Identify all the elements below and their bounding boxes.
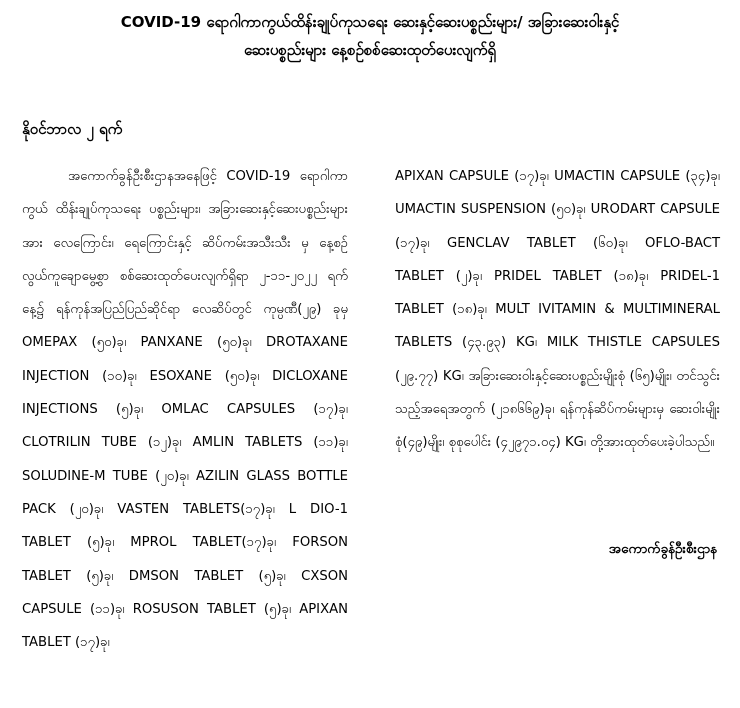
date-heading: နိုဝင်ဘာလ ၂ ရက် — [22, 120, 123, 138]
title-line-2: ဆေးပစ္စည်းများ နေ့စဉ်စစ်ဆေးထုတ်ပေးလျက်ရှိ — [243, 41, 497, 59]
document-title — [0, 8, 740, 64]
body-paragraph-right: APIXAN CAPSULE (၁၇)ခု၊ UMACTIN CAPSULE (၃၄)ခု၊ UMACTIN SUSPENSION (၅၀)ခု၊ URODART CAPSULE (၁၇)ခု၊ GENCLAV TABLET (၆၀)ခု၊ OFLO-BACT TABLET (၂)ခု၊ PRIDEL TABLET (၁၈)ခု၊ PRIDEL-1 TABLET (၁၈)ခု၊ MULT IVITAMIN & MULTIMINERAL TABLETS (၄၃.၉၃) KG၊ MILK THISTLE CAPSULES (၂၉.၇၇) KG၊ အခြားဆေးဝါးနှင့်ဆေးပစ္စည်းမျိုးစုံ (၆၅)မျိုး၊ တင်သွင်းသည့်အရေအတွက် (၂၁၈၆၆၉)ခု၊ ရန်ကုန်ဆိပ်ကမ်းများမှ ဆေးဝါးမျိုးစုံ(၄၉)မျိုး၊ စုစုပေါင်း (၄၂၉၇၁.၀၄) KG၊ တို့အားထုတ်ပေးခဲ့ပါသည်။ — [395, 169, 720, 451]
title-line-1: COVID-19 ရောဂါကာကွယ်ထိန်းချုပ်ကုသရေး ဆေးနှင့်ဆေးပစ္စည်းများ/ အခြားဆေးဝါးနှင့် — [120, 13, 620, 31]
right-column — [395, 160, 720, 460]
left-column — [22, 160, 348, 659]
signature: အကောက်ခွန်ဦးစီးဌာန — [608, 541, 717, 557]
body-paragraph-left: အကောက်ခွန်ဦးစီးဌာနအနေဖြင့် COVID-19 ရောဂါကာကွယ် ထိန်းချုပ်ကုသရေး ပစ္စည်းများ၊ အခြားဆေးနှင့်ဆေးပစ္စည်းများအား လေကြောင်း၊ ရေကြောင်းနှင့် ဆိပ်ကမ်းအသီးသီး မှ နေ့စဉ် လွယ်ကူချောမွေ့စွာ စစ်ဆေးထုတ်ပေးလျက်ရှိရာ ၂-၁၁-၂၀၂၂ ရက်နေ့၌ ရန်ကုန်အပြည်ပြည်ဆိုင်ရာ လေဆိပ်တွင် ကုမ္ပဏီ(၂၉) ခုမှ OMEPAX (၅၀)ခု၊ PANXANE (၅၀)ခု၊ DROTAXANE INJECTION (၁၀)ခု၊ ESOXANE (၅၀)ခု၊ DICLOXANE INJECTIONS (၅)ခု၊ OMLAC CAPSULES (၁၇)ခု၊ CLOTRILIN TUBE (၁၂)ခု၊ AMLIN TABLETS (၁၁)ခု၊ SOLUDINE-M TUBE (၂၀)ခု၊ AZILIN GLASS BOTTLE PACK (၂၀)ခု၊ VASTEN TABLETS(၁၇)ခု၊ L DIO-1 TABLET (၅)ခု၊ MPROL TABLET(၁၇)ခု၊ FORSON TABLET (၅)ခု၊ DMSON TABLET (၅)ခု၊ CXSON CAPSULE (၁၁)ခု၊ ROSUSON TABLET (၅)ခု၊ APIXAN TABLET (၁၇)ခု၊ — [22, 169, 348, 651]
